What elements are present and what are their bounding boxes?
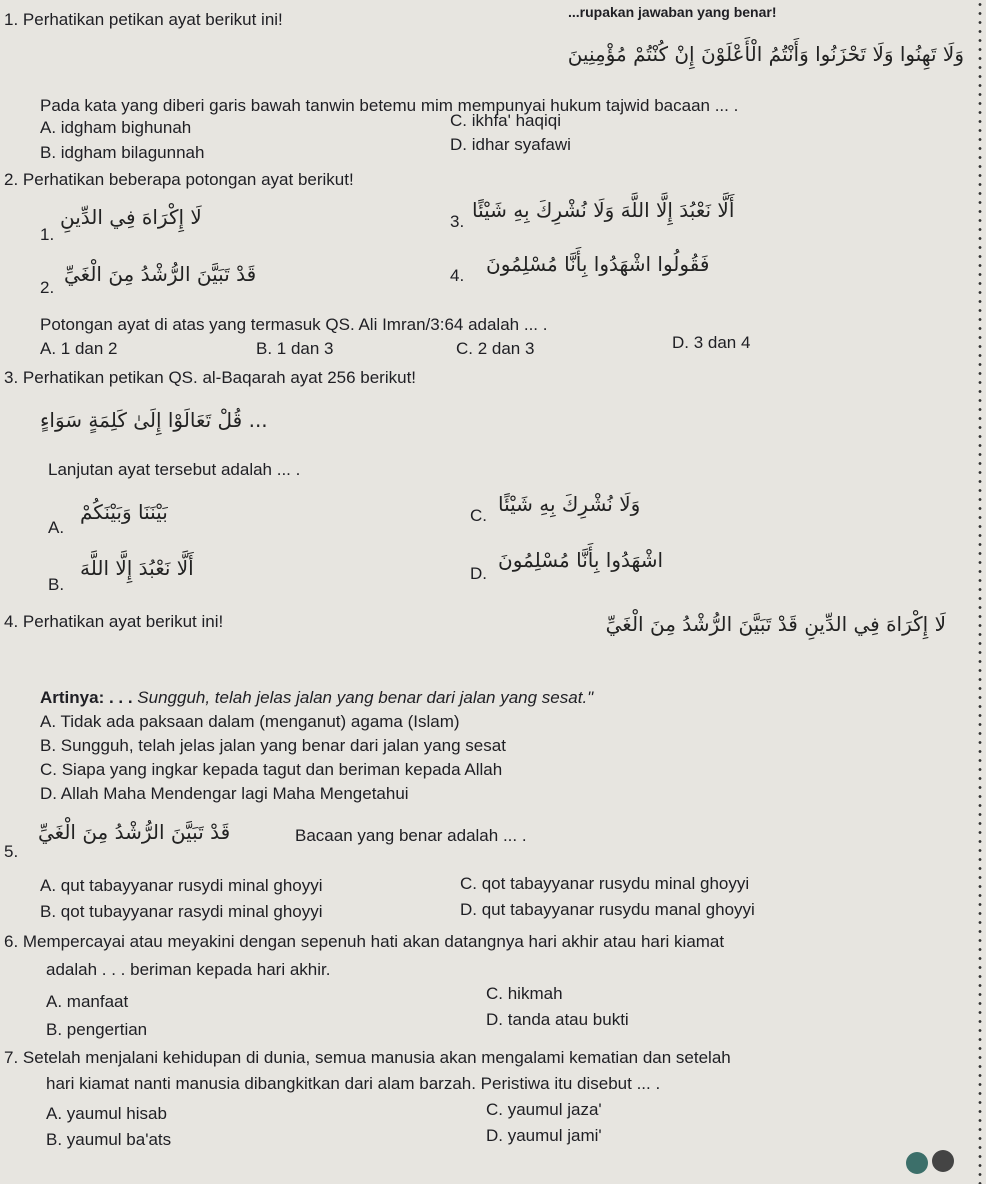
q2-item-3-arabic: أَلَّا نَعْبُدَ إِلَّا اللَّهَ وَلَا نُشْرِكَ بِهِ شَيْئًا xyxy=(472,198,735,222)
q3-arabic-verse: ... قُلْ تَعَالَوْا إِلَىٰ كَلِمَةٍ سَوَاءٍ xyxy=(40,408,268,432)
q2-option-c[interactable]: C. 2 dan 3 xyxy=(456,339,535,358)
q4-arabic-verse: لَا إِكْرَاهَ فِي الدِّينِ قَدْ تَبَيَّنَ الرُّشْدُ مِنَ الْغَيِّ xyxy=(605,612,946,636)
q1-option-a[interactable]: A. idgham bighunah xyxy=(40,118,192,137)
q3-option-a-arabic[interactable]: بَيْنَنَا وَبَيْنَكُمْ xyxy=(80,500,168,524)
q1-option-b[interactable]: B. idgham bilagunnah xyxy=(40,143,205,162)
q2-item-1-arabic: لَا إِكْرَاهَ فِي الدِّينِ xyxy=(60,205,202,229)
q7-stem-line1: 7. Setelah menjalani kehidupan di dunia, semua manusia akan mengalami kematian dan setelah xyxy=(4,1048,731,1067)
q5-option-d[interactable]: D. qut tabayyanar rusydu manal ghoyyi xyxy=(460,900,755,919)
q6-option-a[interactable]: A. manfaat xyxy=(46,992,129,1011)
q2-question: Potongan ayat di atas yang termasuk QS. Ali Imran/3:64 adalah ... . xyxy=(40,315,548,334)
q3-option-d-label[interactable]: D. xyxy=(470,564,487,583)
q2-item-2-arabic: قَدْ تَبَيَّنَ الرُّشْدُ مِنَ الْغَيِّ xyxy=(64,262,257,286)
q3-option-b-arabic[interactable]: أَلَّا نَعْبُدَ إِلَّا اللَّهَ xyxy=(80,556,194,580)
q4-option-a[interactable]: A. Tidak ada paksaan dalam (menganut) agama (Islam) xyxy=(40,712,460,731)
q2-stem: 2. Perhatikan beberapa potongan ayat berikut! xyxy=(4,170,354,189)
q3-option-d-arabic[interactable]: اشْهَدُوا بِأَنَّا مُسْلِمُونَ xyxy=(498,548,664,572)
q2-option-a[interactable]: A. 1 dan 2 xyxy=(40,339,118,358)
q4-option-c[interactable]: C. Siapa yang ingkar kepada tagut dan beriman kepada Allah xyxy=(40,760,503,779)
q6-option-d[interactable]: D. tanda atau bukti xyxy=(486,1010,629,1029)
q2-option-b[interactable]: B. 1 dan 3 xyxy=(256,339,334,358)
q1-arabic-verse: وَلَا تَهِنُوا وَلَا تَحْزَنُوا وَأَنْتُمُ الْأَعْلَوْنَ إِنْ كُنْتُمْ مُؤْمِنِينَ xyxy=(567,42,964,66)
q6-option-b[interactable]: B. pengertian xyxy=(46,1020,148,1039)
q2-item-1-num: 1. xyxy=(40,225,55,244)
q7-option-d[interactable]: D. yaumul jami' xyxy=(486,1126,602,1145)
page-edge-dots xyxy=(978,0,982,1184)
q2-item-3-num: 3. xyxy=(450,212,465,231)
q4-option-b[interactable]: B. Sungguh, telah jelas jalan yang benar dari jalan yang sesat xyxy=(40,736,506,755)
q5-option-b[interactable]: B. qot tubayyanar rasydi minal ghoyyi xyxy=(40,902,323,921)
q1-option-c[interactable]: C. ikhfa' haqiqi xyxy=(450,111,561,130)
q3-option-c-arabic[interactable]: وَلَا نُشْرِكَ بِهِ شَيْئًا xyxy=(498,492,641,516)
q2-item-2-num: 2. xyxy=(40,278,55,297)
q2-item-4-num: 4. xyxy=(450,266,465,285)
header-instruction: ...rupakan jawaban yang benar! xyxy=(568,4,777,20)
q7-stem-line2: hari kiamat nanti manusia dibangkitkan dari alam barzah. Peristiwa itu disebut ... . xyxy=(46,1074,661,1093)
q5-question: Bacaan yang benar adalah ... . xyxy=(295,826,527,845)
q3-question: Lanjutan ayat tersebut adalah ... . xyxy=(48,460,301,479)
q3-option-a-label[interactable]: A. xyxy=(48,518,65,537)
q5-arabic: قَدْ تَبَيَّنَ الرُّشْدُ مِنَ الْغَيِّ xyxy=(38,820,231,844)
q4-artinya-text: Sungguh, telah jelas jalan yang benar dari jalan yang sesat." xyxy=(137,688,594,707)
q1-question: Pada kata yang diberi garis bawah tanwin betemu mim mempunyai hukum tajwid bacaan ... . xyxy=(40,96,739,115)
q4-stem: 4. Perhatikan ayat berikut ini! xyxy=(4,612,224,631)
q1-option-d[interactable]: D. idhar syafawi xyxy=(450,135,571,154)
q5-option-c[interactable]: C. qot tabayyanar rusydu minal ghoyyi xyxy=(460,874,750,893)
character-sticker-icon xyxy=(906,1152,928,1174)
q3-stem: 3. Perhatikan petikan QS. al-Baqarah ayat 256 berikut! xyxy=(4,368,417,387)
q7-option-b[interactable]: B. yaumul ba'ats xyxy=(46,1130,172,1149)
character-sticker-icon xyxy=(932,1150,954,1172)
q4-artinya-label: Artinya: . . . xyxy=(40,688,138,707)
q7-option-c[interactable]: C. yaumul jaza' xyxy=(486,1100,602,1119)
q6-stem-line2: adalah . . . beriman kepada hari akhir. xyxy=(46,960,331,979)
q5-option-a[interactable]: A. qut tabayyanar rusydi minal ghoyyi xyxy=(40,876,323,895)
q2-item-4-arabic: فَقُولُوا اشْهَدُوا بِأَنَّا مُسْلِمُونَ xyxy=(486,252,710,276)
q3-option-c-label[interactable]: C. xyxy=(470,506,487,525)
q6-stem-line1: 6. Mempercayai atau meyakini dengan sepenuh hati akan datangnya hari akhir atau hari kiamat xyxy=(4,932,725,951)
q4-option-d[interactable]: D. Allah Maha Mendengar lagi Maha Mengetahui xyxy=(40,784,409,803)
q1-stem: 1. Perhatikan petikan ayat berikut ini! xyxy=(4,10,283,29)
q6-option-c[interactable]: C. hikmah xyxy=(486,984,563,1003)
q3-option-b-label[interactable]: B. xyxy=(48,575,65,594)
q4-translation xyxy=(40,688,593,708)
q7-option-a[interactable]: A. yaumul hisab xyxy=(46,1104,167,1123)
q2-option-d[interactable]: D. 3 dan 4 xyxy=(672,333,751,352)
q5-num: 5. xyxy=(4,842,19,861)
